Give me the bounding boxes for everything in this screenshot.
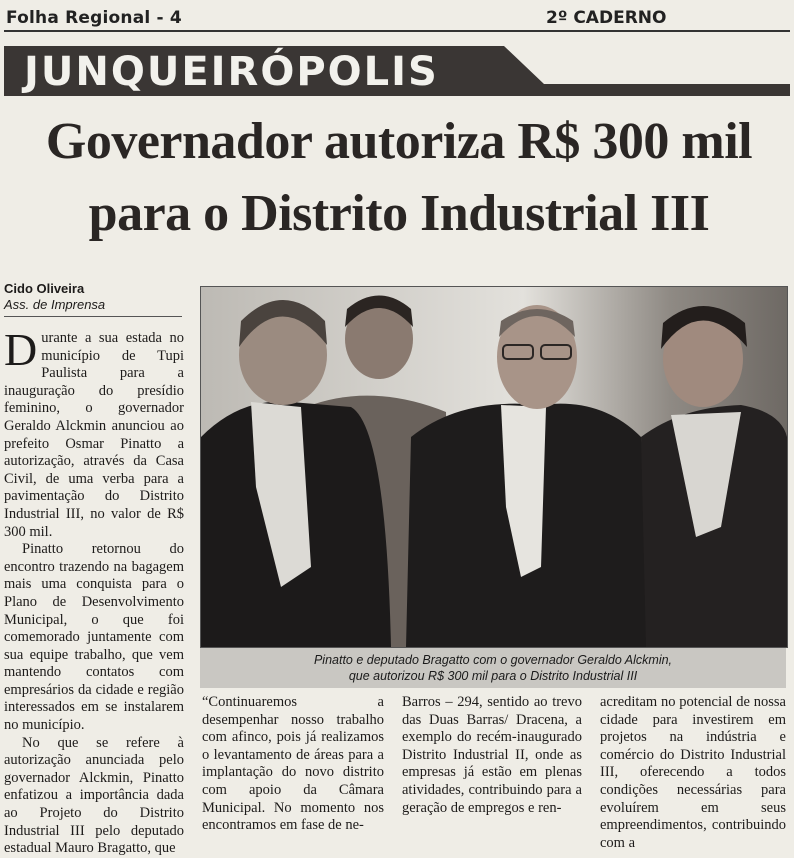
caption-line-1: Pinatto e deputado Bragatto com o governador Geraldo Alckmin, [313, 653, 673, 667]
article-column-1 [4, 324, 184, 857]
byline-rule [4, 316, 182, 317]
article-column-2 [202, 694, 384, 834]
column-4-text: acreditam no potencial de nossa cidade para investirem em projetos na indústria e comércio do Distrito Industrial III, oferecendo a todos condições necessárias para evoluírem em seus empreendimentos, contribuindo com a [600, 694, 786, 851]
section-label: 2º CADERNO [546, 8, 667, 28]
section-title: JUNQUEIRÓPOLIS [24, 49, 439, 95]
publication-name: Folha Regional - 4 [6, 8, 182, 28]
paragraph-1 [4, 324, 184, 541]
caption-line-2: que autorizou R$ 300 mil para o Distrito Industrial III [348, 669, 638, 683]
photo-caption [200, 648, 786, 688]
photo-four-men [201, 287, 787, 647]
headline-line-2: para o Distrito Industrial III [88, 185, 710, 242]
article-column-4 [600, 694, 786, 851]
column-3-text: Barros – 294, sentido ao trevo das Duas Barras/ Dracena, a exemplo do recém-inaugurado Distrito Industrial II, onde as empresas já estão em plenas atividades, contribuindo para a geração de empregos e ren- [402, 694, 582, 816]
column-2-text: “Continuaremos a desempenhar nosso trabalho com afinco, pois já realizamos o levantamento de áreas para a implantação do novo distrito com apoio da Câmara Municipal. No momento nos encontramos em fase de ne- [202, 694, 384, 834]
header-rule [4, 30, 790, 32]
article-column-3 [402, 694, 582, 827]
byline-role: Ass. de Imprensa [4, 297, 106, 312]
byline-author: Cido Oliveira [4, 281, 85, 296]
drop-cap: D [4, 324, 38, 375]
paragraph-1-text: urante a sua estada no município de Tupi Paulista para a inauguração do presídio feminino, o governador Geraldo Alckmin anunciou ao prefeito Osmar Pinatto a autorização, através da Casa Civil, de uma verba para a pavimentação do Distrito Industrial III, no valor de R$ 300 mil. [4, 330, 184, 540]
section-banner [4, 46, 790, 96]
headline-line-1: Governador autoriza R$ 300 mil [45, 113, 753, 170]
article-headline [6, 106, 792, 250]
paragraph-2: Pinatto retornou do encontro trazendo na bagagem mais uma conquista para o Plano de Desenvolvimento Municipal, o que foi comemorado juntamente com sua equipe trabalho, que vem mantendo contatos com empresários da cidade e região interessados em se instalarem no município. [4, 541, 184, 734]
article-photo [200, 286, 788, 648]
paragraph-3: No que se refere à autorização anunciada pelo governador Alckmin, Pinatto enfatizou a importância dada ao Projeto do Distrito Industrial III pelo deputado estadual Mauro Bragatto, que [4, 734, 184, 857]
